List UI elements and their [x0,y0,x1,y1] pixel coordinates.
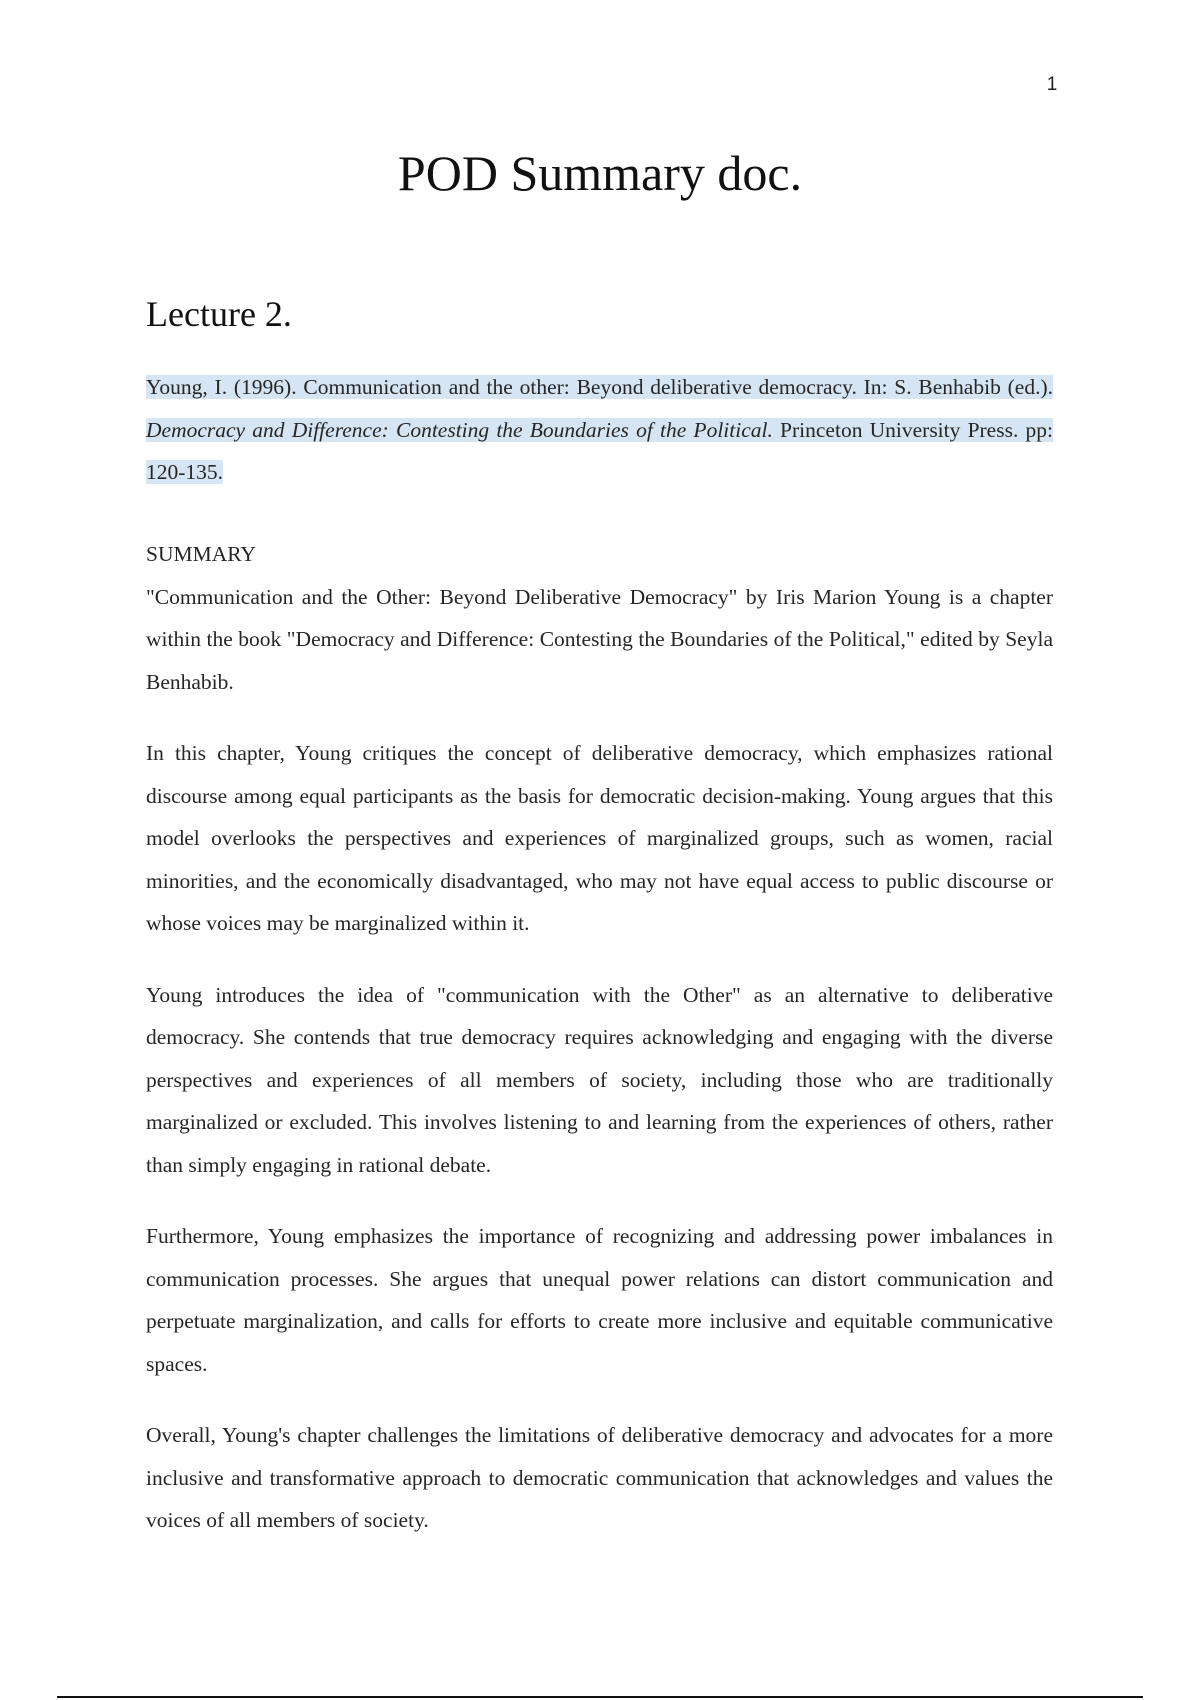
summary-label: SUMMARY [146,542,256,566]
summary-paragraph: Young introduces the idea of "communication with the Other" as an alternative to deliberative democracy. She contends that true democracy requires acknowledging and engaging with the diverse perspectives and experiences of all members of society, including those who are traditionally marginalized or excluded. This involves listening to and learning from the experiences of others, rather than simply engaging in rational debate. [146,982,1053,1177]
citation-book-title: Democracy and Difference: Contesting the Boundaries of the Political. [146,417,773,442]
page-number: 1 [1046,74,1058,95]
citation-text-part2: Princeton University Press. pp: 120-135. [146,417,1053,484]
summary-paragraph: In this chapter, Young critiques the concept of deliberative democracy, which emphasizes rational discourse among equal participants as the basis for democratic decision-making. Young argues that this model overlooks the perspectives and experiences of marginalized groups, such as women, racial minorities, and the economically disadvantaged, who may not have equal access to public discourse or whose voices may be marginalized within it. [146,741,1053,935]
lecture-heading: Lecture 2. [146,294,292,334]
summary-paragraph: Overall, Young's chapter challenges the limitations of deliberative democracy and advocates for a more inclusive and transformative approach to democratic communication that acknowledges and values the voices of all members of society. [146,1423,1053,1532]
summary-section [146,533,1053,1571]
page-bottom-divider [57,1696,1143,1698]
summary-paragraph: Furthermore, Young emphasizes the importance of recognizing and addressing power imbalances in communication processes. She argues that unequal power relations can distort communication and perpetuate marginalization, and calls for efforts to create more inclusive and equitable communicative spaces. [146,1224,1053,1376]
citation-highlight[interactable] [146,375,1053,484]
document-title: POD Summary doc. [397,145,803,201]
citation-block[interactable] [146,366,1053,494]
citation-text-part1: Young, I. (1996). Communication and the other: Beyond deliberative democracy. In: S. Benhabib (ed.). [146,375,1053,399]
summary-paragraph: "Communication and the Other: Beyond Deliberative Democracy" by Iris Marion Young is a chapter within the book "Democracy and Difference: Contesting the Boundaries of the Political," edited by Seyla Benhabib. [146,584,1053,694]
